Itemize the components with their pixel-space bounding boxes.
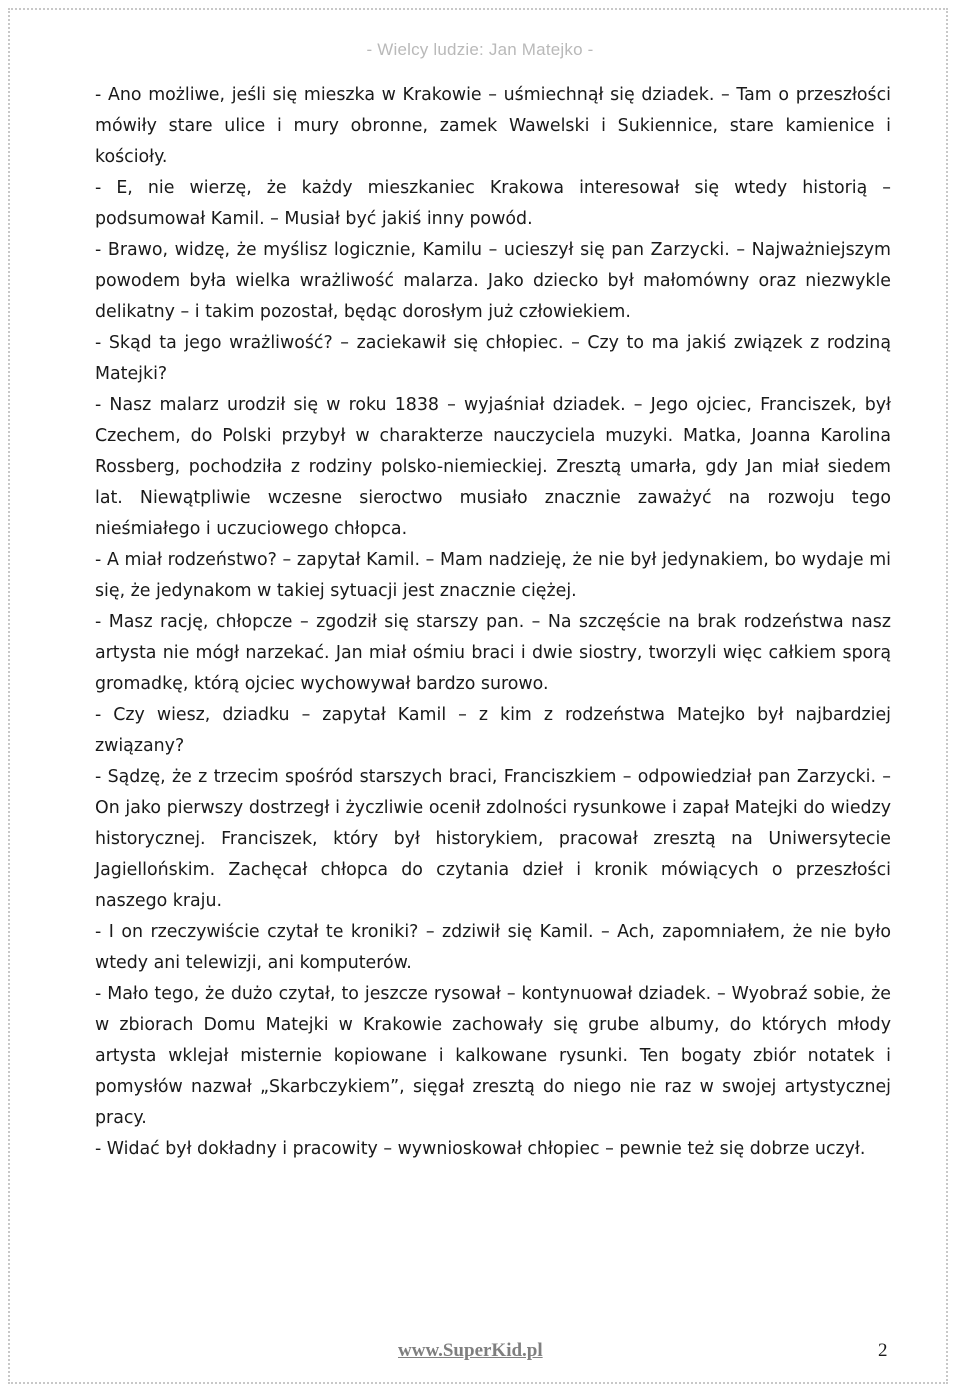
paragraph-2: - E, nie wierzę, że każdy mieszkaniec Krakowa interesował się wtedy historią – podsumował Kamil. – Musiał być jakiś inny powód.	[95, 178, 891, 229]
paragraph-12: - Widać był dokładny i pracowity – wywnioskował chłopiec – pewnie też się dobrze uczył.	[95, 1139, 866, 1159]
paragraph-4: - Skąd ta jego wrażliwość? – zaciekawił się chłopiec. – Czy to ma jakiś związek z rodziną Matejki?	[95, 333, 891, 384]
paragraph-10: - I on rzeczywiście czytał te kroniki? – zdziwił się Kamil. – Ach, zapomniałem, że nie było wtedy ani telewizji, ani komputerów.	[95, 922, 891, 973]
page-number: 2	[878, 1340, 888, 1361]
footer-site-link[interactable]: www.SuperKid.pl	[398, 1340, 543, 1361]
paragraph-8: - Czy wiesz, dziadku – zapytał Kamil – z kim z rodzeństwa Matejko był najbardziej związany?	[95, 705, 891, 756]
paragraph-1: - Ano możliwe, jeśli się mieszka w Krakowie – uśmiechnął się dziadek. – Tam o przeszłości mówiły stare ulice i mury obronne, zamek Wawelski i Sukiennice, stare kamienice i kościoły.	[95, 85, 891, 167]
paragraph-11: - Mało tego, że dużo czytał, to jeszcze rysował – kontynuował dziadek. – Wyobraź sobie, że w zbiorach Domu Matejki w Krakowie zachowały się grube albumy, do których młody artysta wklejał misternie kopiowane i kalkowane rysunki. Ten bogaty zbiór notatek i pomysłów nazwał „Skarbczykiem”, sięgał zresztą do niego nie raz w swojej artystycznej pracy.	[95, 984, 891, 1128]
paragraph-5: - Nasz malarz urodził się w roku 1838 – wyjaśniał dziadek. – Jego ojciec, Franciszek, był Czechem, do Polski przybył w charakterze nauczyciela muzyki. Matka, Joanna Karolina Rossberg, pochodziła z rodziny polsko-niemieckiej. Zresztą umarła, gdy Jan miał siedem lat. Niewątpliwie wczesne sieroctwo musiało znacznie zaważyć na rozwoju tego nieśmiałego i uczuciowego chłopca.	[95, 395, 891, 539]
paragraph-9: - Sądzę, że z trzecim spośród starszych braci, Franciszkiem – odpowiedział pan Zarzycki. – On jako pierwszy dostrzegł i życzliwie ocenił zdolności rysunkowe i zapał Matejki do wiedzy historycznej. Franciszek, który był historykiem, pracował zresztą na Uniwersytecie Jagiellońskim. Zachęcał chłopca do czytania dzieł i kronik mówiących o przeszłości naszego kraju.	[95, 767, 891, 911]
story-text	[95, 80, 891, 1165]
paragraph-7: - Masz rację, chłopcze – zgodził się starszy pan. – Na szczęście na brak rodzeństwa nasz artysta nie mógł narzekać. Jan miał ośmiu braci i dwie siostry, tworzyli więc całkiem sporą gromadkę, którą ojciec wychowywał bardzo surowo.	[95, 612, 891, 694]
page-header: - Wielcy ludzie: Jan Matejko -	[366, 40, 594, 59]
paragraph-6: - A miał rodzeństwo? – zapytał Kamil. – Mam nadzieję, że nie był jedynakiem, bo wydaje mi się, że jedynakom w takiej sytuacji jest znacznie ciężej.	[95, 550, 891, 601]
paragraph-3: - Brawo, widzę, że myślisz logicznie, Kamilu – ucieszył się pan Zarzycki. – Najważniejszym powodem była wielka wrażliwość malarza. Jako dziecko był małomówny oraz niezwykle delikatny – i takim pozostał, będąc dorosłym już człowiekiem.	[95, 240, 891, 322]
